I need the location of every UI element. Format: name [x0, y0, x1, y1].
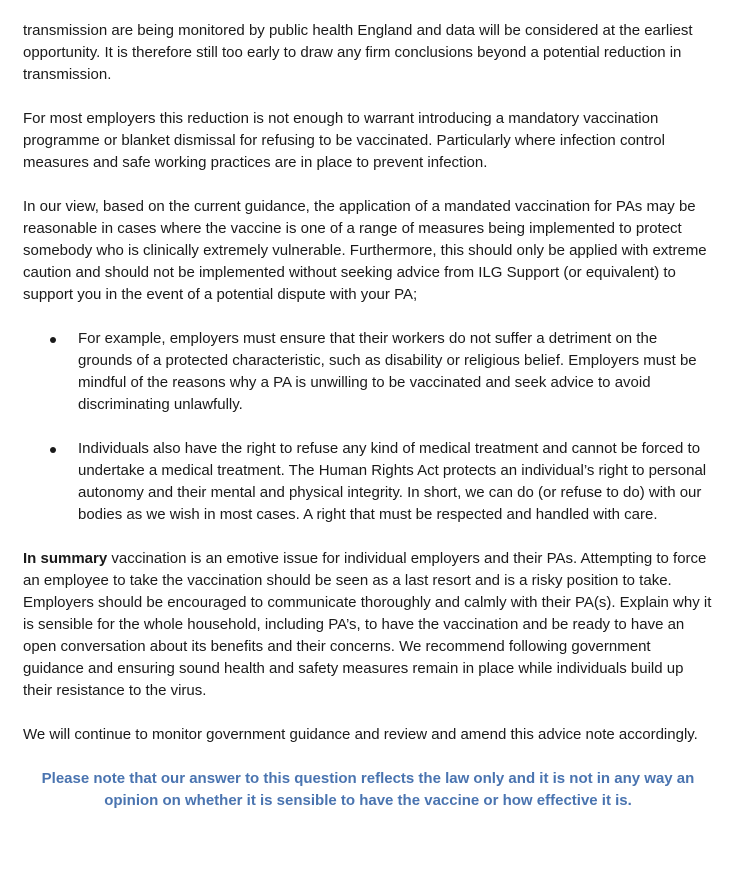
bullet-text: For example, employers must ensure that their workers do not suffer a detriment on the grounds of a protected characteristic, such as disability or religious belief. Employers must be mindful of the reasons why a PA is unwilling to be vaccinated and seek advice to avoid discriminating unlawfully. — [78, 330, 697, 413]
document-body — [23, 20, 713, 812]
paragraph-continue-monitoring: We will continue to monitor government guidance and review and amend this advice note accordingly. — [23, 726, 698, 743]
bullet-icon — [50, 447, 56, 453]
bullet-list — [23, 328, 713, 526]
list-item — [23, 328, 713, 416]
bullet-icon — [50, 337, 56, 343]
paragraph-employers-reduction: For most employers this reduction is not enough to warrant introducing a mandatory vaccination programme or blanket dismissal for refusing to be vaccinated. Particularly where infection control measures and safe working practices are in place to prevent infection. — [23, 110, 665, 171]
list-item — [23, 438, 713, 526]
paragraph-transmission: transmission are being monitored by public health England and data will be considered at the earliest opportunity. It is therefore still too early to draw any firm conclusions beyond a potential reduction in transmission. — [23, 22, 693, 83]
summary-text: vaccination is an emotive issue for individual employers and their PAs. Attempting to force an employee to take the vaccination should be seen as a last resort and is a risky position to take. Employers should be encouraged to communicate thoroughly and calmly with their PA(s). Explain why it is sensible for the whole household, including PA’s, to have the vaccination and be ready to have an open conversation about its benefits and their concerns. We recommend following government guidance and ensuring sound health and safety measures remain in place while individuals build up their resistance to the virus. — [23, 550, 712, 699]
paragraph-our-view: In our view, based on the current guidance, the application of a mandated vaccination for PAs may be reasonable in cases where the vaccine is one of a range of measures being implemented to protect somebody who is clinically extremely vulnerable. Furthermore, this should only be applied with extreme caution and should not be implemented without seeking advice from ILG Support (or equivalent) to support you in the event of a potential dispute with your PA; — [23, 198, 707, 303]
bullet-text: Individuals also have the right to refuse any kind of medical treatment and cannot be forced to undertake a medical treatment. The Human Rights Act protects an individual’s right to personal autonomy and their mental and physical integrity. In short, we can do (or refuse to do) with our bodies as we wish in most cases. A right that must be respected and handled with care. — [78, 440, 707, 523]
disclaimer-notice: Please note that our answer to this question reflects the law only and it is not in any way an opinion on whether it is sensible to have the vaccine or how effective it is. — [41, 770, 695, 809]
paragraph-summary — [23, 548, 713, 702]
summary-lead: In summary — [23, 550, 108, 567]
